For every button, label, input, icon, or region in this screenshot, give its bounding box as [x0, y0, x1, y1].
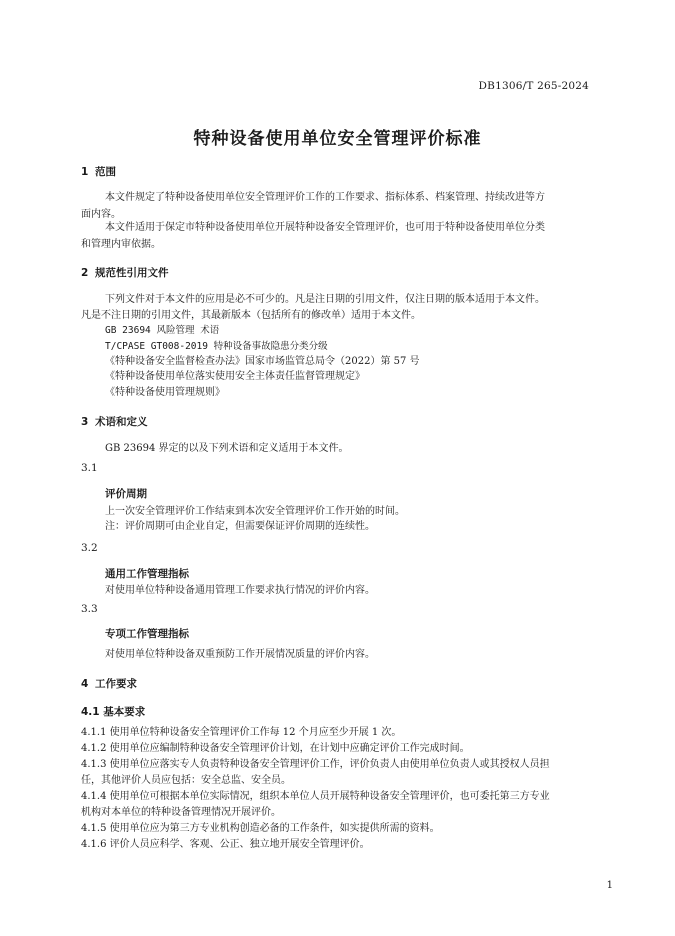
- section-number: 2: [81, 267, 89, 279]
- paragraph-line: 本文件规定了特种设备使用单位安全管理评价工作的工作要求、指标体系、档案管理、持续改进等方: [105, 192, 545, 203]
- reference-item: GB 23694 风险管理 术语: [105, 325, 220, 336]
- clause-line: 任，其他评价人员应包括：安全总监、安全员。: [81, 775, 291, 786]
- term-name: 通用工作管理指标: [105, 568, 189, 580]
- section-2-heading: [81, 265, 169, 280]
- paragraph-line: GB 23694 界定的以及下列术语和定义适用于本文件。: [105, 443, 349, 454]
- reference-item: T/CPASE GT008-2019 特种设备事故隐患分类分级: [105, 341, 328, 352]
- term-number: 3.3: [81, 603, 98, 615]
- term-definition: 上一次安全管理评价工作结束到本次安全管理评价工作开始的时间。: [105, 506, 405, 517]
- document-number: DB1306/T 265-2024: [478, 80, 589, 92]
- reference-item: 《特种设备安全监督检查办法》国家市场监管总局令（2022）第 57 号: [105, 356, 420, 367]
- paragraph-line: 和管理内审依据。: [81, 239, 161, 250]
- section-1-heading: [81, 164, 116, 179]
- paragraph-line: 下列文件对于本文件的应用是必不可少的。凡是注日期的引用文件，仅注日期的版本适用于本文件。: [105, 294, 545, 305]
- clause-line: 4.1.4 使用单位可根据本单位实际情况，组织本单位人员开展特种设备安全管理评价，也可委托第三方专业: [81, 791, 550, 802]
- section-number: 4: [81, 678, 89, 690]
- term-definition: 对使用单位特种设备双重预防工作开展情况质量的评价内容。: [105, 649, 375, 660]
- section-title: 规范性引用文件: [95, 267, 169, 279]
- section-title: 术语和定义: [95, 416, 148, 428]
- clause-line: 4.1.5 使用单位应为第三方专业机构创造必备的工作条件，如实提供所需的资料。: [81, 823, 440, 834]
- term-name: 专项工作管理指标: [105, 628, 189, 640]
- section-4-heading: [81, 676, 137, 691]
- subsection-heading: 4.1 基本要求: [81, 706, 146, 718]
- clause-line: 4.1.3 使用单位应落实专人负责特种设备安全管理评价工作，评价负责人由使用单位负责人或其授权人员担: [81, 759, 550, 770]
- document-title: 特种设备使用单位安全管理评价标准: [193, 129, 482, 149]
- section-number: 3: [81, 416, 89, 428]
- paragraph-line: 凡是不注日期的引用文件，其最新版本（包括所有的修改单）适用于本文件。: [81, 310, 421, 321]
- paragraph-line: 面内容。: [81, 209, 121, 220]
- clause-line: 4.1.6 评价人员应科学、客观、公正、独立地开展安全管理评价。: [81, 839, 370, 850]
- reference-item: 《特种设备使用单位落实使用安全主体责任监督管理规定》: [105, 371, 365, 382]
- clause-line: 4.1.1 使用单位特种设备安全管理评价工作每 12 个月应至少开展 1 次。: [81, 727, 402, 738]
- term-number: 3.1: [81, 462, 98, 474]
- section-3-heading: [81, 414, 148, 429]
- section-number: 1: [81, 166, 89, 178]
- clause-line: 机构对本单位的特种设备管理情况开展评价。: [81, 807, 281, 818]
- section-title: 工作要求: [95, 678, 137, 690]
- term-name: 评价周期: [105, 488, 147, 500]
- clause-line: 4.1.2 使用单位应编制特种设备安全管理评价计划，在计划中应确定评价工作完成时间。: [81, 743, 470, 754]
- term-definition: 对使用单位特种设备通用管理工作要求执行情况的评价内容。: [105, 585, 375, 596]
- paragraph-line: 本文件适用于保定市特种设备使用单位开展特种设备安全管理评价，也可用于特种设备使用单位分类: [105, 222, 545, 233]
- page-number: 1: [606, 880, 613, 891]
- term-number: 3.2: [81, 542, 98, 554]
- section-title: 范围: [95, 166, 116, 178]
- term-note: 注：评价周期可由企业自定，但需要保证评价周期的连续性。: [105, 521, 375, 532]
- reference-item: 《特种设备使用管理规则》: [105, 387, 225, 398]
